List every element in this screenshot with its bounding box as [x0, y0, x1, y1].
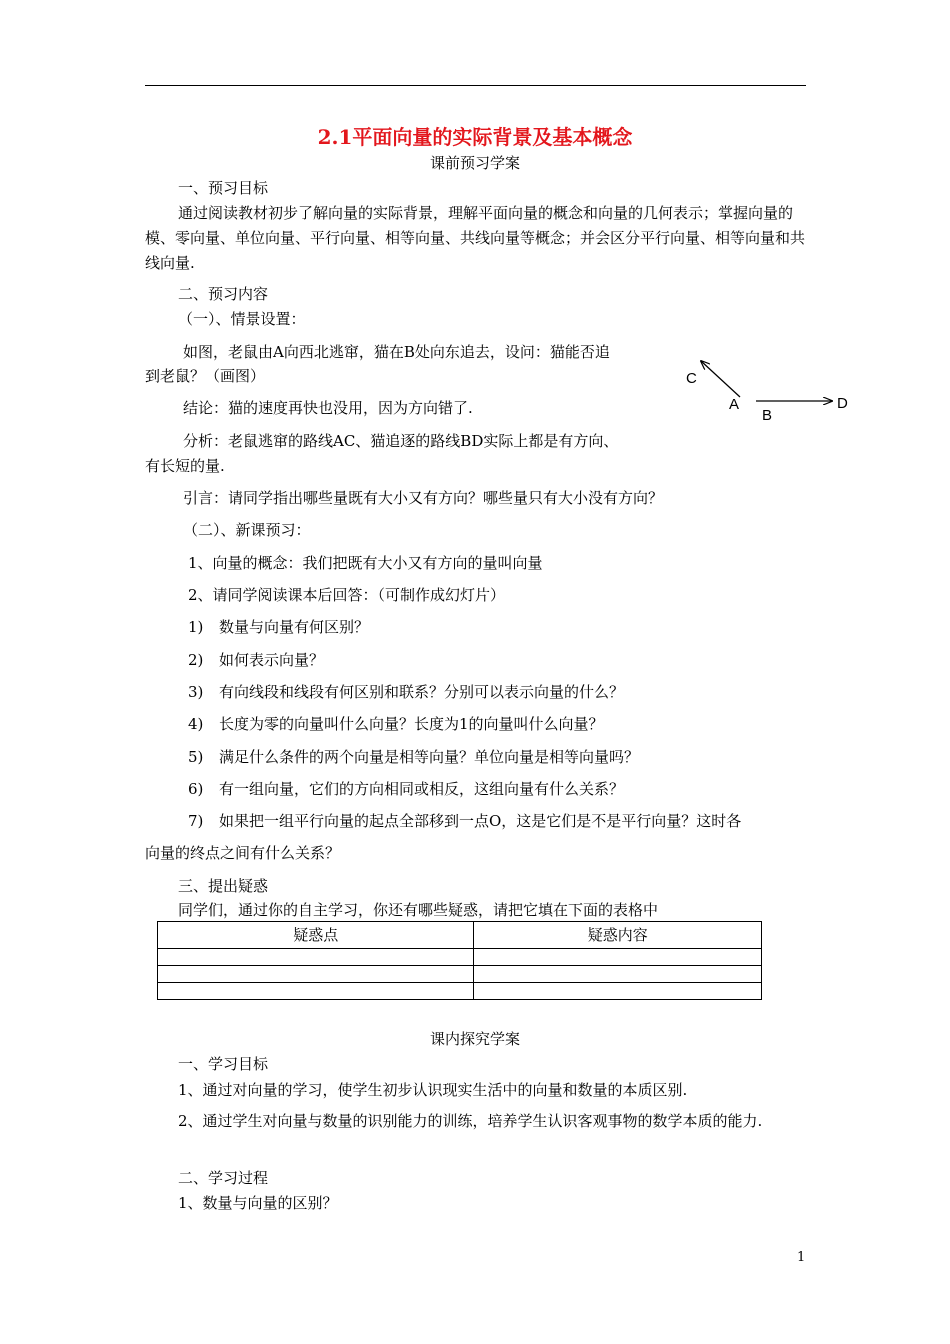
question-num: 1)	[188, 618, 204, 636]
question-text: 有一组向量，它们的方向相同或相反，这组向量有什么关系？	[219, 780, 625, 798]
question-num: 4)	[188, 715, 204, 733]
header-rule	[145, 85, 806, 86]
table-cell[interactable]	[474, 983, 762, 1000]
s1-goal-heading: 一、预习目标	[178, 179, 269, 197]
vector-ac	[701, 361, 740, 397]
label-d: D	[837, 395, 848, 412]
s2-goal-2: 2、通过学生对向量与数量的识别能力的训练，培养学生认识客观事物的数学本质的能力.	[178, 1112, 763, 1130]
question-num: 7)	[188, 812, 204, 830]
vector-figure	[680, 352, 860, 432]
question-num: 2)	[188, 651, 204, 669]
newlesson-heading: （二）、新课预习：	[183, 521, 311, 539]
doubt-table	[157, 921, 762, 1000]
table-cell[interactable]	[158, 966, 474, 983]
intro-question: 引言：请同学指出哪些量既有大小又有方向？哪些量只有大小没有方向？	[183, 489, 664, 507]
table-cell[interactable]	[158, 983, 474, 1000]
section2-heading: 课内探究学案	[429, 1030, 520, 1048]
scene-heading: （一）、情景设置：	[178, 310, 306, 328]
question-text: 如果把一组平行向量的起点全部移到一点O，这是它们是不是平行向量？这时各	[219, 812, 742, 830]
question-7-continued: 向量的终点之间有什么关系？	[145, 844, 341, 862]
page-number: 1	[797, 1250, 806, 1265]
table-cell[interactable]	[474, 949, 762, 966]
item-2: 2、请同学阅读课本后回答：（可制作成幻灯片）	[188, 586, 506, 604]
label-a: A	[729, 396, 740, 413]
question-text: 满足什么条件的两个向量是相等向量？单位向量是相等向量吗？	[219, 748, 640, 766]
table-cell[interactable]	[158, 949, 474, 966]
doubt-heading: 三、提出疑惑	[178, 877, 269, 895]
doubt-text: 同学们，通过你的自主学习，你还有哪些疑惑，请把它填在下面的表格中	[178, 901, 659, 919]
s2-process-1: 1、数量与向量的区别？	[178, 1194, 338, 1212]
question-num: 3)	[188, 683, 204, 701]
s2-goal-heading: 一、学习目标	[178, 1055, 269, 1073]
table-header-cell: 疑惑点	[158, 922, 474, 949]
table-header-cell: 疑惑内容	[474, 922, 762, 949]
question-num: 6)	[188, 780, 204, 798]
analysis-line-2: 有长短的量.	[145, 457, 225, 475]
conclusion: 结论：猫的速度再快也没用，因为方向错了.	[183, 399, 473, 417]
question-text: 数量与向量有何区别？	[219, 618, 370, 636]
table-row	[158, 966, 762, 983]
scene-line-2: 到老鼠？（画图）	[145, 367, 266, 385]
s1-content-heading: 二、预习内容	[178, 285, 269, 303]
page-title: 2.1平面向量的实际背景及基本概念	[317, 125, 633, 149]
analysis-line-1: 分析：老鼠逃窜的路线AC、猫追逐的路线BD实际上都是有方向、	[183, 432, 619, 450]
question-num: 5)	[188, 748, 204, 766]
s1-goal-text: 通过阅读教材初步了解向量的实际背景，理解平面向量的概念和向量的几何表示；掌握向量的模、零向量、单位向量、平行向量、相等向量、共线向量等概念；并会区分平行向量、相等向量和共线向量.	[145, 204, 806, 272]
s2-goal-1: 1、通过对向量的学习，使学生初步认识现实生活中的向量和数量的本质区别.	[178, 1081, 688, 1099]
table-row	[158, 983, 762, 1000]
s2-process-heading: 二、学习过程	[178, 1169, 269, 1187]
table-row	[158, 949, 762, 966]
item-1: 1、向量的概念：我们把既有大小又有方向的量叫向量	[188, 554, 543, 572]
question-text: 长度为零的向量叫什么向量？长度为1的向量叫什么向量？	[219, 715, 604, 733]
table-cell[interactable]	[474, 966, 762, 983]
table-header-row	[158, 922, 762, 949]
question-text: 如何表示向量？	[219, 651, 325, 669]
section1-heading: 课前预习学案	[429, 154, 520, 172]
label-b: B	[762, 407, 773, 424]
label-c: C	[686, 370, 697, 387]
scene-line-1: 如图，老鼠由A向西北逃窜，猫在B处向东追去，设问：猫能否追	[183, 343, 610, 361]
question-text: 有向线段和线段有何区别和联系？分别可以表示向量的什么？	[219, 683, 625, 701]
